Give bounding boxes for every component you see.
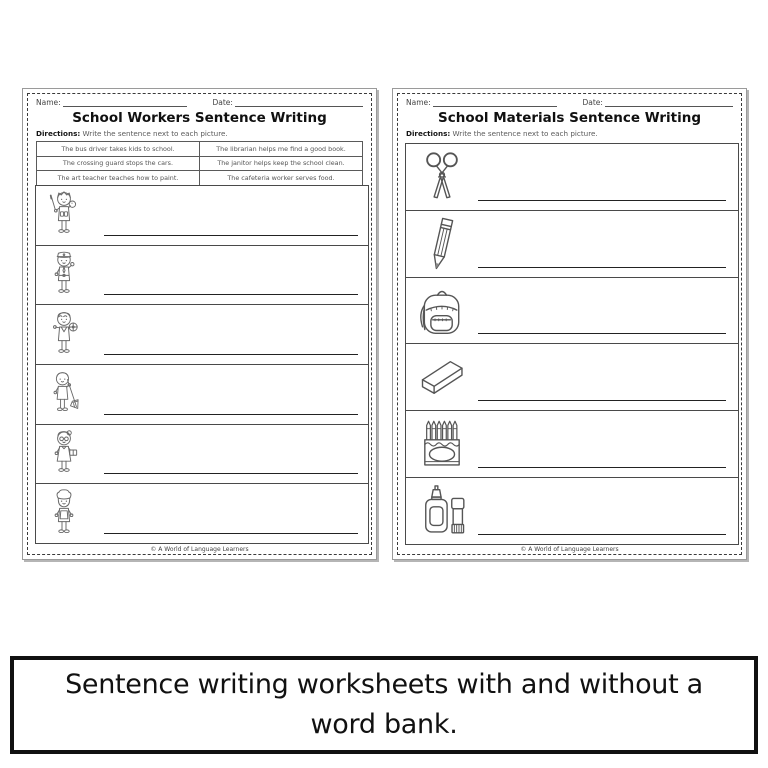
name-line bbox=[433, 98, 557, 107]
janitor-icon bbox=[48, 367, 80, 421]
bus-driver-icon bbox=[48, 308, 80, 362]
glue-icon bbox=[416, 482, 468, 540]
caption-line-2: word bank. bbox=[310, 709, 458, 740]
word-bank-cell: The crossing guard stops the cars. bbox=[37, 156, 200, 171]
caption-box bbox=[10, 656, 758, 754]
word-bank-cell: The janitor helps keep the school clean. bbox=[200, 156, 363, 171]
word-bank-cell: The librarian helps me find a good book. bbox=[200, 142, 363, 157]
date-label: Date: bbox=[582, 98, 603, 107]
sentence-row bbox=[36, 365, 368, 425]
date-line bbox=[605, 98, 733, 107]
sentence-row bbox=[36, 425, 368, 485]
art-teacher-icon bbox=[48, 188, 80, 242]
sentence-row bbox=[406, 344, 738, 411]
crayon-box-icon bbox=[416, 415, 468, 473]
directions-text: Write the sentence next to each picture. bbox=[80, 129, 228, 138]
writing-line bbox=[104, 235, 358, 236]
writing-line bbox=[104, 414, 358, 415]
name-label: Name: bbox=[36, 98, 61, 107]
writing-line bbox=[104, 294, 358, 295]
date-label: Date: bbox=[212, 98, 233, 107]
writing-line bbox=[478, 467, 726, 468]
writing-line bbox=[478, 534, 726, 535]
scissors-icon bbox=[416, 148, 468, 206]
worksheet-school-materials bbox=[392, 88, 747, 560]
sentence-row bbox=[36, 484, 368, 543]
date-line bbox=[235, 98, 363, 107]
writing-line bbox=[104, 354, 358, 355]
sentence-row bbox=[406, 478, 738, 544]
sentence-row bbox=[406, 211, 738, 278]
directions-label: Directions: bbox=[36, 129, 81, 138]
pencil-icon bbox=[416, 215, 468, 273]
caption-line-1: Sentence writing worksheets with and without a bbox=[65, 668, 703, 700]
writing-line bbox=[478, 267, 726, 268]
sentence-row bbox=[36, 246, 368, 306]
picture-rows bbox=[35, 185, 369, 544]
word-bank-cell: The art teacher teaches how to paint. bbox=[37, 171, 200, 186]
sentence-row bbox=[36, 305, 368, 365]
sentence-row bbox=[406, 411, 738, 478]
word-bank-table bbox=[36, 141, 363, 186]
sentence-row bbox=[406, 278, 738, 345]
page-title: School Workers Sentence Writing bbox=[72, 110, 327, 126]
copyright-footer: © A World of Language Learners bbox=[520, 546, 619, 553]
directions-label: Directions: bbox=[406, 129, 451, 138]
name-line bbox=[63, 98, 187, 107]
writing-line bbox=[478, 333, 726, 334]
writing-line bbox=[478, 400, 726, 401]
directions bbox=[36, 129, 363, 138]
writing-line bbox=[478, 200, 726, 201]
page-title: School Materials Sentence Writing bbox=[438, 110, 701, 126]
backpack-icon bbox=[416, 282, 468, 340]
name-label: Name: bbox=[406, 98, 431, 107]
picture-rows bbox=[405, 143, 739, 545]
worksheet-school-workers bbox=[22, 88, 377, 560]
crossing-guard-icon bbox=[48, 248, 80, 302]
worksheet-header bbox=[23, 89, 376, 186]
word-bank-cell: The bus driver takes kids to school. bbox=[37, 142, 200, 157]
librarian-icon bbox=[48, 427, 80, 481]
directions-text: Write the sentence next to each picture. bbox=[450, 129, 598, 138]
cafeteria-worker-icon bbox=[48, 487, 80, 541]
copyright-footer: © A World of Language Learners bbox=[150, 546, 249, 553]
word-bank-cell: The cafeteria worker serves food. bbox=[200, 171, 363, 186]
directions bbox=[406, 129, 733, 138]
sentence-row bbox=[36, 186, 368, 246]
writing-line bbox=[104, 473, 358, 474]
eraser-icon bbox=[416, 348, 468, 406]
sentence-row bbox=[406, 144, 738, 211]
worksheet-header bbox=[393, 89, 746, 138]
writing-line bbox=[104, 533, 358, 534]
